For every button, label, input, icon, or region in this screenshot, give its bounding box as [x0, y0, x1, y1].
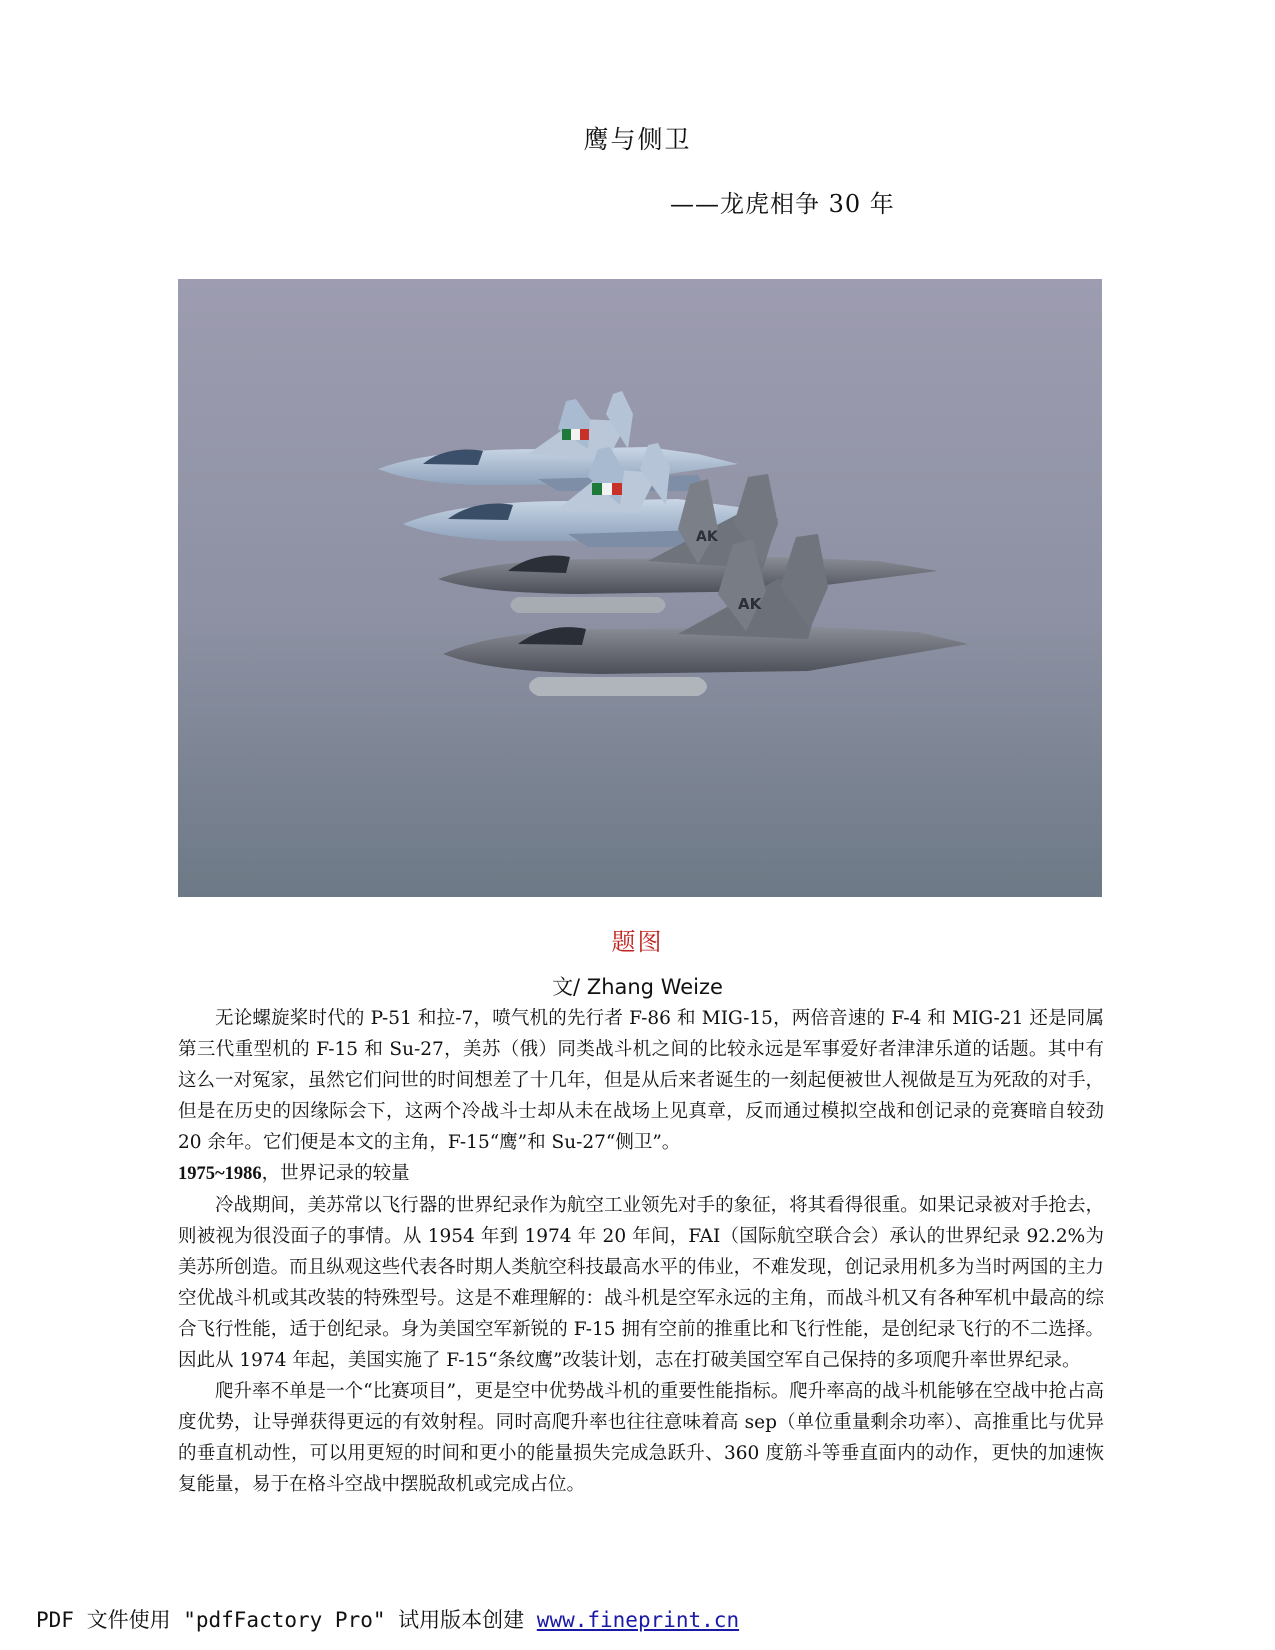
pdf-watermark-footer: [36, 1604, 739, 1634]
body-paragraph-1: 冷战期间，美苏常以飞行器的世界纪录作为航空工业领先对手的象征，将其看得很重。如果记录被对手抢去，则被视为很没面子的事情。从 1954 年到 1974 年 20 年间，FAI（国际航空联合会）承认的世界纪录 92.2%为美苏所创造。而且纵观这些代表各时期人类航空科技最高水平的伟业，不难发现，创记录用机多为当时两国的主力空优战斗机或其改装的特殊型号。这是不难理解的：战斗机是空军永远的主角，而战斗机又有各种军机中最高的综合飞行性能，适于创纪录。身为美国空军新锐的 F-15 拥有空前的推重比和飞行性能，是创纪录飞行的不二选择。因此从 1974 年起，美国实施了 F-15“条纹鹰”改装计划，志在打破美国空军自己保持的多项爬升率世界纪录。: [178, 1195, 1104, 1371]
intro-paragraph: 无论螺旋桨时代的 P-51 和拉-7，喷气机的先行者 F-86 和 MIG-15，两倍音速的 F-4 和 MIG-21 还是同属第三代重型机的 F-15 和 Su-27，美苏（俄）同类战斗机之间的比较永远是军事爱好者津津乐道的话题。其中有这么一对冤家，虽然它们问世的时间想差了十几年，但是从后来者诞生的一刻起便被世人视做是互为死敌的对手，但是在历史的因缘际会下，这两个冷战斗士却从未在战场上见真章，反而通过模拟空战和创记录的竞赛暗自较劲 20 余年。它们便是本文的主角，F-15“鹰”和 Su-27“侧卫”。: [178, 1008, 1104, 1153]
section-heading: [178, 1158, 1104, 1190]
figure-caption: 题图: [611, 928, 664, 956]
tail-code-2: AK: [738, 595, 762, 613]
section-year: 1975~1986: [178, 1164, 262, 1184]
article-subtitle: ——龙虎相争 30 年: [670, 190, 895, 218]
article-body: [178, 1003, 1104, 1500]
footer-text: PDF 文件使用 "pdfFactory Pro" 试用版本创建: [36, 1608, 537, 1632]
article-title: 鹰与侧卫: [583, 125, 692, 154]
tail-code-1: AK: [696, 529, 718, 545]
byline: 文/ Zhang Weize: [552, 975, 723, 999]
title-photo: [178, 279, 1102, 897]
body-paragraph-2: 爬升率不单是一个“比赛项目”，更是空中优势战斗机的重要性能指标。爬升率高的战斗机能够在空战中抢占高度优势，让导弹获得更远的有效射程。同时高爬升率也往往意味着高 sep（单位重量剩余功率）、高推重比与优异的垂直机动性，可以用更短的时间和更小的能量损失完成急跃升、360 度筋斗等垂直面内的动作，更快的加速恢复能量，易于在格斗空战中摆脱敌机或完成占位。: [178, 1381, 1104, 1495]
section-title: ，世界记录的较量: [261, 1163, 410, 1184]
footer-link[interactable]: www.fineprint.cn: [536, 1608, 740, 1632]
